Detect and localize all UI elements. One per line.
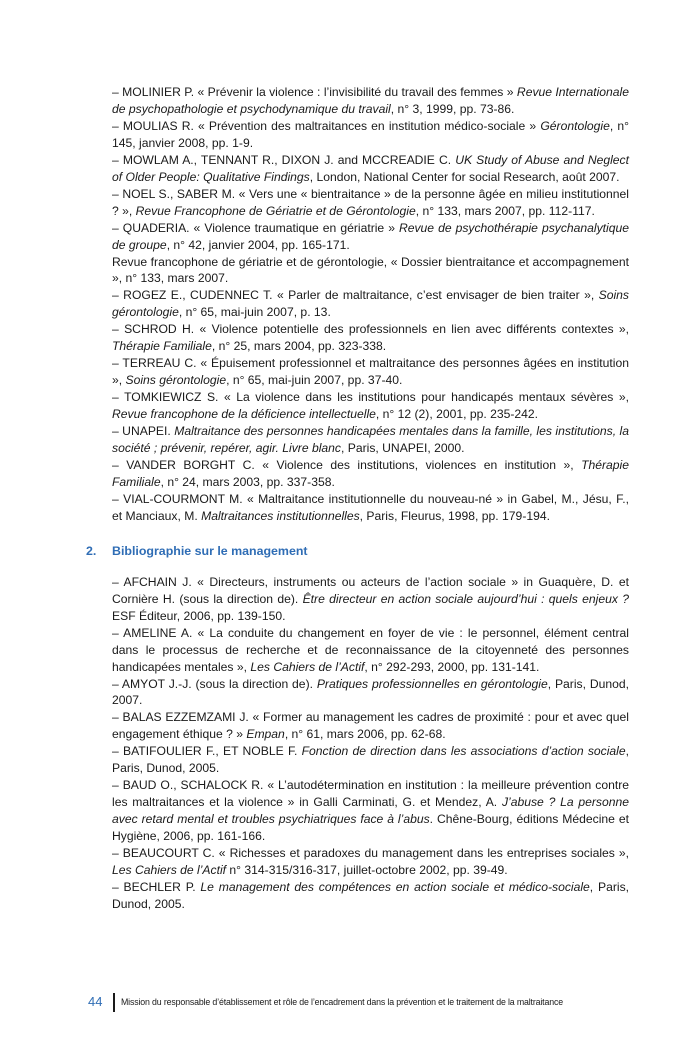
reference-title: Revue de psychothérapie psychanalytique de groupe [112, 220, 630, 252]
reference-text: – TERREAU C. « Épuisement professionnel et maltraitance des personnes âgées en institution », [112, 356, 629, 388]
reference-text: , n° 24, mars 2003, pp. 337-358. [160, 474, 335, 489]
reference-text: – BECHLER P. [112, 879, 201, 894]
reference-text: – MOLINIER P. « Prévenir la violence : l’invisibilité du travail des femmes » [112, 85, 517, 99]
reference-entry [112, 186, 629, 220]
reference-text: ESF Éditeur, 2006, pp. 139-150. [112, 608, 286, 623]
reference-entry [112, 423, 629, 457]
reference-entry [112, 152, 629, 186]
section-title: Bibliographie sur le management [112, 543, 308, 558]
reference-entry [112, 709, 629, 743]
reference-text: – AMELINE A. « La conduite du changement en foyer de vie : le personnel, élément central dans le processus de recherche et de reconnaissance de la citoyenneté des personnes handicapées mentales », [112, 625, 629, 674]
page-footer [88, 993, 648, 1011]
reference-title: Maltraitances institutionnelles [201, 508, 360, 523]
reference-text: , n° 65, mai-juin 2007, p. 13. [178, 305, 331, 320]
reference-text: Revue francophone de gériatrie et de gérontologie, « Dossier bientraitance et accompagnement », n° 133, mars 2007. [112, 254, 629, 286]
reference-title: Être directeur en action sociale aujourd’hui : quels enjeux ? [302, 591, 629, 606]
reference-text: – VANDER BORGHT C. « Violence des institutions, violences en institution », [112, 457, 582, 472]
reference-text: – ROGEZ E., CUDENNEC T. « Parler de maltraitance, c’est envisager de bien traiter », [112, 288, 599, 303]
reference-title: Maltraitance des personnes handicapées mentales dans la famille, les institutions, la société ; prévenir, repérer, agir. Livre blanc [112, 424, 629, 456]
reference-text: , n° 42, janvier 2004, pp. 165-171. [166, 237, 350, 252]
reference-entry [112, 220, 629, 254]
reference-title: Soins gérontologie [125, 373, 227, 388]
reference-text: , Paris, Fleurus, 1998, pp. 179-194. [359, 508, 550, 523]
reference-text: – AMYOT J.-J. (sous la direction de). [112, 676, 317, 691]
reference-title: Revue francophone de la déficience intellectuelle [112, 407, 376, 422]
reference-text: , Paris, Dunod, 2007. [112, 676, 629, 708]
reference-title: Soins gérontologie [112, 288, 629, 320]
reference-title: Revue Internationale de psychopathologie et psychodynamique du travail [112, 85, 629, 116]
reference-entry [112, 321, 629, 355]
reference-entry [112, 491, 629, 525]
reference-text: – UNAPEI. [112, 424, 175, 439]
reference-entry [112, 118, 629, 152]
reference-text: – BALAS EZZEMZAMI J. « Former au management les cadres de proximité : pour et avec quel engagement éthique ? » [112, 710, 629, 742]
reference-title: Les Cahiers de l’Actif [112, 862, 227, 877]
reference-title: Empan [246, 727, 285, 742]
reference-text: . Chêne-Bourg, éditions Médecine et Hygiène, 2006, pp. 161-166. [112, 812, 629, 844]
reference-title: Thérapie Familiale [112, 457, 629, 489]
reference-title: Les Cahiers de l’Actif [250, 659, 365, 674]
reference-text: , n° 65, mai-juin 2007, pp. 37-40. [226, 373, 403, 388]
reference-entry [112, 457, 629, 491]
reference-text: n° 314-315/316-317, juillet-octobre 2002, pp. 39-49. [226, 862, 508, 877]
reference-entry [112, 355, 629, 389]
reference-text: , Paris, Dunod, 2005. [112, 879, 630, 911]
reference-text: , n° 133, mars 2007, pp. 112-117. [415, 203, 595, 218]
reference-text: – QUADERIA. « Violence traumatique en gériatrie » [112, 220, 399, 235]
reference-text: – SCHROD H. « Violence potentielle des professionnels en lien avec différents contextes », [112, 322, 629, 337]
reference-list-management [112, 574, 629, 913]
reference-text: , n° 3, 1999, pp. 73-86. [390, 101, 515, 116]
reference-entry [112, 845, 629, 879]
reference-entry [112, 879, 629, 913]
footer-divider [113, 993, 115, 1012]
reference-text: – VIAL-COURMONT M. « Maltraitance institutionnelle du nouveau-né » in Gabel, M., Jésu, F., et Manciaux, M. [112, 491, 629, 523]
section-heading [86, 543, 629, 560]
reference-title: Pratiques professionnelles en gérontologie [316, 676, 548, 691]
reference-text: – MOWLAM A., TENNANT R., DIXON J. and MCCREADIE C. [112, 152, 456, 167]
reference-entry [112, 777, 629, 845]
reference-text: – TOMKIEWICZ S. « La violence dans les institutions pour handicapés mentaux sévères », [112, 390, 629, 405]
reference-list-violence [112, 84, 629, 525]
reference-text: , n° 25, mars 2004, pp. 323-338. [211, 339, 387, 354]
reference-text: – NOEL S., SABER M. « Vers une « bientraitance » de la personne âgée en milieu institutionnel ? », [112, 186, 629, 218]
reference-title: UK Study of Abuse and Neglect of Older People: Qualitative Findings [112, 152, 630, 184]
reference-text: – BATIFOULIER F., ET NOBLE F. [112, 744, 302, 759]
reference-text: , Paris, Dunod, 2005. [112, 744, 629, 776]
reference-title: Le management des compétences en action sociale et médico-sociale [200, 879, 590, 894]
reference-text: , Paris, UNAPEI, 2000. [341, 441, 465, 456]
reference-title: Fonction de direction dans les associations d’action sociale [301, 744, 626, 759]
reference-entry [112, 743, 629, 777]
reference-entry [112, 676, 629, 710]
reference-text: – BAUD O., SCHALOCK R. « L’autodétermination en institution : la meilleure prévention contre les maltraitances et la violence » in Galli Carminati, G. et Mendez, A. [112, 778, 629, 810]
reference-text: – MOULIAS R. « Prévention des maltraitances en institution médico-sociale » [112, 118, 541, 133]
reference-entry [112, 625, 629, 676]
reference-text: , n° 292-293, 2000, pp. 131-141. [364, 659, 540, 674]
reference-title: Gérontologie [540, 118, 610, 133]
reference-text: , n° 145, janvier 2008, pp. 1-9. [112, 118, 629, 150]
footer-title: Mission du responsable d’établissement et rôle de l’encadrement dans la prévention et le traitement de la maltraitance [121, 997, 563, 1007]
reference-entry [112, 574, 629, 625]
reference-title: Revue Francophone de Gériatrie et de Gérontologie [135, 203, 416, 218]
reference-text: – BEAUCOURT C. « Richesses et paradoxes du management dans les entreprises sociales », [112, 846, 629, 861]
reference-title: Thérapie Familiale [112, 339, 212, 354]
section-number: 2. [86, 543, 97, 558]
reference-text: , London, National Center for social Research, août 2007. [309, 169, 620, 184]
reference-entry [112, 389, 629, 423]
reference-text: , n° 12 (2), 2001, pp. 235-242. [375, 407, 539, 422]
reference-text: – AFCHAIN J. « Directeurs, instruments ou acteurs de l’action sociale » in Guaquère, D. et Cornière H. (sous la direction de). [112, 574, 629, 606]
reference-entry [112, 254, 629, 288]
main-content [86, 84, 630, 913]
reference-entry [112, 84, 629, 118]
reference-entry [112, 287, 629, 321]
reference-title: J’abuse ? La personne avec retard mental et troubles psychiatriques face à l’abus [112, 795, 629, 827]
page-number: 44 [88, 994, 103, 1009]
reference-text: , n° 61, mars 2006, pp. 62-68. [284, 727, 446, 742]
